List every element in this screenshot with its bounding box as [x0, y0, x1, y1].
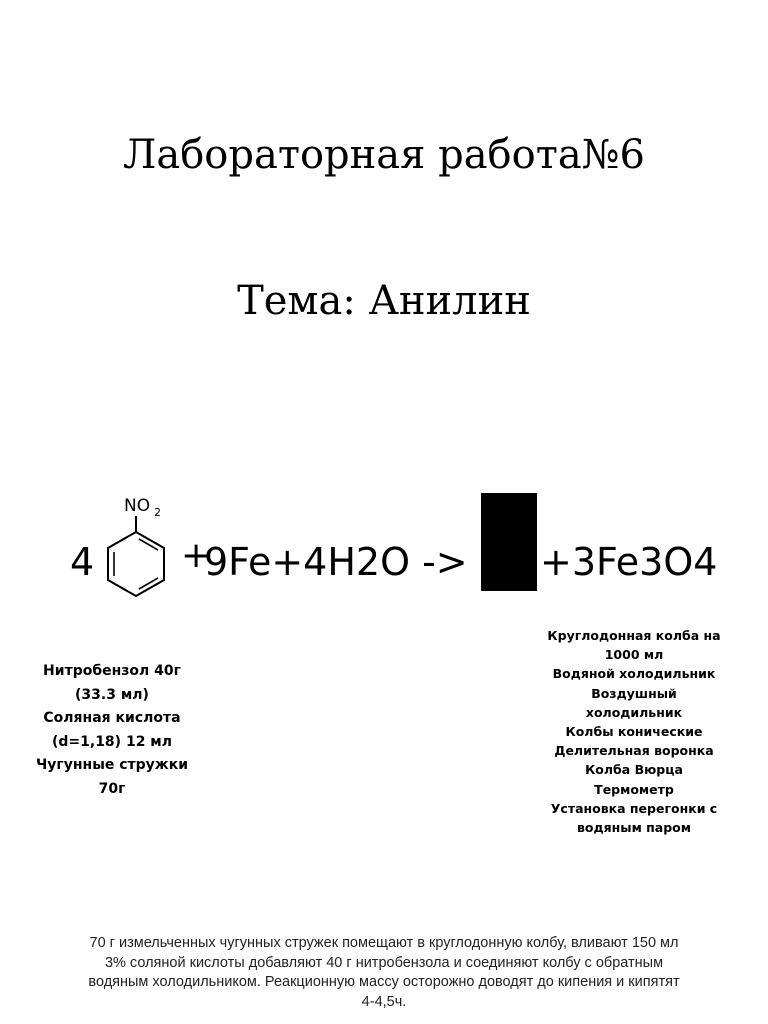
page-title: Лабораторная работа№6 — [122, 132, 645, 178]
reagent-line: 70г — [98, 780, 126, 797]
reagent-line: (33.3 мл) — [75, 686, 149, 703]
equipment-line: Воздушный — [591, 685, 677, 701]
equipment-line: холодильник — [585, 704, 683, 720]
equipment-line: Установка перегонки с — [550, 800, 718, 816]
equipment-line: водяным паром — [577, 820, 691, 836]
equipment-line: Термометр — [594, 781, 674, 797]
equipment-line: 1000 мл — [604, 647, 664, 663]
equipment-line: Колба Вюрца — [585, 762, 683, 778]
equipment-line: Водяной холодильник — [552, 666, 716, 682]
reagent-line: Чугунные стружки — [35, 757, 189, 773]
equipment-line: Круглодонная колба на — [547, 628, 721, 643]
equation-middle: 9Fe+4H2O -> — [204, 540, 468, 584]
aniline-structure-image — [481, 493, 537, 591]
reaction-equation — [0, 480, 768, 610]
reagent-line: Нитробензол 40г — [43, 663, 181, 679]
nitrobenzene-structure — [92, 480, 192, 598]
equipment-line: Колбы конические — [565, 724, 703, 740]
reagent-line: (d=1,18) 12 мл — [51, 733, 173, 750]
equipment-line: Делительная воронка — [554, 743, 714, 759]
reagents-list — [22, 660, 202, 801]
equation-coefficient: 4 — [70, 540, 95, 584]
page-subtitle: Тема: Анилин — [237, 278, 531, 324]
procedure-text: 70 г измельченных чугунных стружек помещают в круглодонную колбу, вливают 150 мл 3% соляной кислоты добавляют 40 г нитробензола и соединяют колбу с обратным водяным холодильником. Реакционную массу осторожно доводят до кипения и кипятят 4-4,5ч. — [88, 935, 680, 1010]
reagent-line: Соляная кислота — [43, 710, 181, 726]
equation-plus-sign: + — [181, 535, 212, 576]
equipment-list — [540, 626, 728, 837]
nitro-group-subscript: 2 — [154, 506, 161, 519]
nitro-group-label: NO — [124, 496, 151, 516]
equation-tail: +3Fe3O4 — [540, 540, 718, 584]
